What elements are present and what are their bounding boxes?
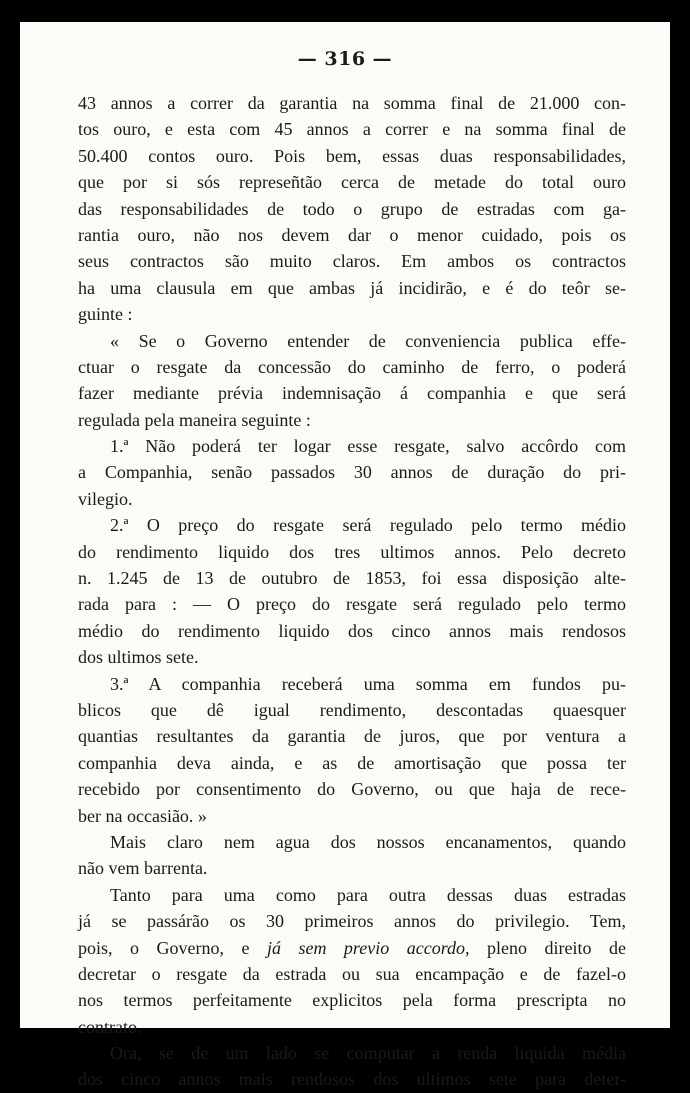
- text-line: [78, 697, 626, 723]
- text-segment: companhia deva ainda, e as de amortisação que possa ter: [78, 752, 626, 773]
- text-line: [78, 803, 626, 829]
- text-segment: pois, o Governo, e: [78, 937, 267, 958]
- text-segment: « Se o Governo entender de conveniencia publica effe-: [110, 330, 626, 351]
- text-line: [78, 486, 626, 512]
- text-segment: Mais claro nem agua dos nossos encanamentos, quando: [110, 831, 626, 852]
- text-segment: tos ouro, e esta com 45 annos a correr e na somma final de: [78, 119, 626, 140]
- text-line: [78, 248, 626, 274]
- text-line: [78, 354, 626, 380]
- text-line: [78, 407, 626, 433]
- text-segment: Ora, se de um lado se computar a renda liquida média: [110, 1043, 626, 1064]
- text-segment: 2.ª O preço do resgate será regulado pelo termo médio: [110, 515, 626, 536]
- text-line: [78, 196, 626, 222]
- text-line: [78, 433, 626, 459]
- text-line: [78, 116, 626, 142]
- text-line: [78, 855, 626, 881]
- text-line: [78, 169, 626, 195]
- italic-text: já sem previo accordo,: [266, 937, 470, 958]
- page-number: — 316 —: [297, 48, 393, 70]
- text-segment: quantias resultantes da garantia de juros, que por ventura a: [78, 726, 626, 747]
- text-line: [78, 90, 626, 116]
- text-line: [78, 565, 626, 591]
- text-line: [78, 1014, 626, 1040]
- text-segment: rada para : — O preço do resgate será regulado pelo termo: [78, 594, 626, 615]
- text-segment: decretar o resgate da estrada ou sua encampação e de fazel-o: [78, 963, 626, 984]
- text-segment: seus contractos são muito claros. Em ambos os contractos: [78, 251, 626, 272]
- text-line: [78, 935, 626, 961]
- text-segment: não vem barrenta.: [78, 858, 208, 879]
- text-line: [78, 829, 626, 855]
- text-line: [78, 644, 626, 670]
- body-text: [78, 90, 626, 1093]
- text-segment: 50.400 contos ouro. Pois bem, essas duas responsabilidades,: [78, 145, 626, 166]
- text-segment: médio do rendimento liquido dos cinco annos mais rendosos: [78, 620, 626, 641]
- text-segment: das responsabilidades de todo o grupo de estradas com ga-: [78, 198, 626, 219]
- text-segment: já se passárão os 30 primeiros annos do privilegio. Tem,: [78, 911, 626, 932]
- text-line: [78, 987, 626, 1013]
- text-line: [78, 328, 626, 354]
- text-segment: rantia ouro, não nos devem dar o menor cuidado, pois os: [78, 224, 626, 245]
- text-segment: dos cinco annos mais rendosos dos ultimos sete para deter-: [78, 1069, 626, 1090]
- text-line: [78, 723, 626, 749]
- text-line: [78, 459, 626, 485]
- text-line: [78, 671, 626, 697]
- text-line: [78, 1040, 626, 1066]
- text-segment: Tanto para uma como para outra dessas duas estradas: [110, 884, 626, 905]
- text-line: [78, 275, 626, 301]
- text-line: [78, 750, 626, 776]
- text-segment: ber na occasião. »: [78, 805, 207, 826]
- text-segment: ctuar o resgate da concessão do caminho de ferro, o poderá: [78, 356, 626, 377]
- text-line: [78, 776, 626, 802]
- text-segment: blicos que dê igual rendimento, descontadas quaesquer: [78, 699, 626, 720]
- text-segment: guinte :: [78, 304, 133, 325]
- text-segment: pleno direito de: [469, 937, 627, 958]
- text-segment: dos ultimos sete.: [78, 647, 199, 668]
- text-segment: vilegio.: [78, 488, 133, 509]
- text-segment: que por si sós represeñtão cerca de metade do total ouro: [78, 172, 626, 193]
- text-segment: nos termos perfeitamente explicitos pela forma prescripta no: [78, 990, 626, 1011]
- book-page: [20, 22, 670, 1090]
- text-line: [78, 380, 626, 406]
- text-segment: 1.ª Não poderá ter logar esse resgate, salvo accôrdo com: [110, 436, 626, 457]
- text-segment: n. 1.245 de 13 de outubro de 1853, foi essa disposição alte-: [78, 568, 626, 589]
- text-segment: do rendimento liquido dos tres ultimos annos. Pelo decreto: [78, 541, 626, 562]
- text-line: [78, 222, 626, 248]
- text-line: [78, 618, 626, 644]
- text-line: [78, 591, 626, 617]
- text-segment: regulada pela maneira seguinte :: [78, 409, 311, 430]
- text-segment: a Companhia, senão passados 30 annos de duração do pri-: [78, 462, 626, 483]
- text-segment: 43 annos a correr da garantia na somma final de 21.000 con-: [78, 93, 626, 113]
- text-line: [78, 301, 626, 327]
- text-line: [78, 961, 626, 987]
- text-segment: recebido por consentimento do Governo, ou que haja de rece-: [78, 779, 626, 800]
- text-line: [78, 882, 626, 908]
- text-segment: contrato.: [78, 1016, 142, 1037]
- text-segment: fazer mediante prévia indemnisação á companhia e que será: [78, 383, 626, 404]
- text-segment: ha uma clausula em que ambas já incidirão, e é do teôr se-: [78, 277, 626, 298]
- text-line: [78, 539, 626, 565]
- text-line: [78, 512, 626, 538]
- text-line: [78, 1066, 626, 1092]
- text-line: [78, 908, 626, 934]
- text-line: [78, 143, 626, 169]
- text-segment: 3.ª A companhia receberá uma somma em fundos pu-: [110, 673, 626, 694]
